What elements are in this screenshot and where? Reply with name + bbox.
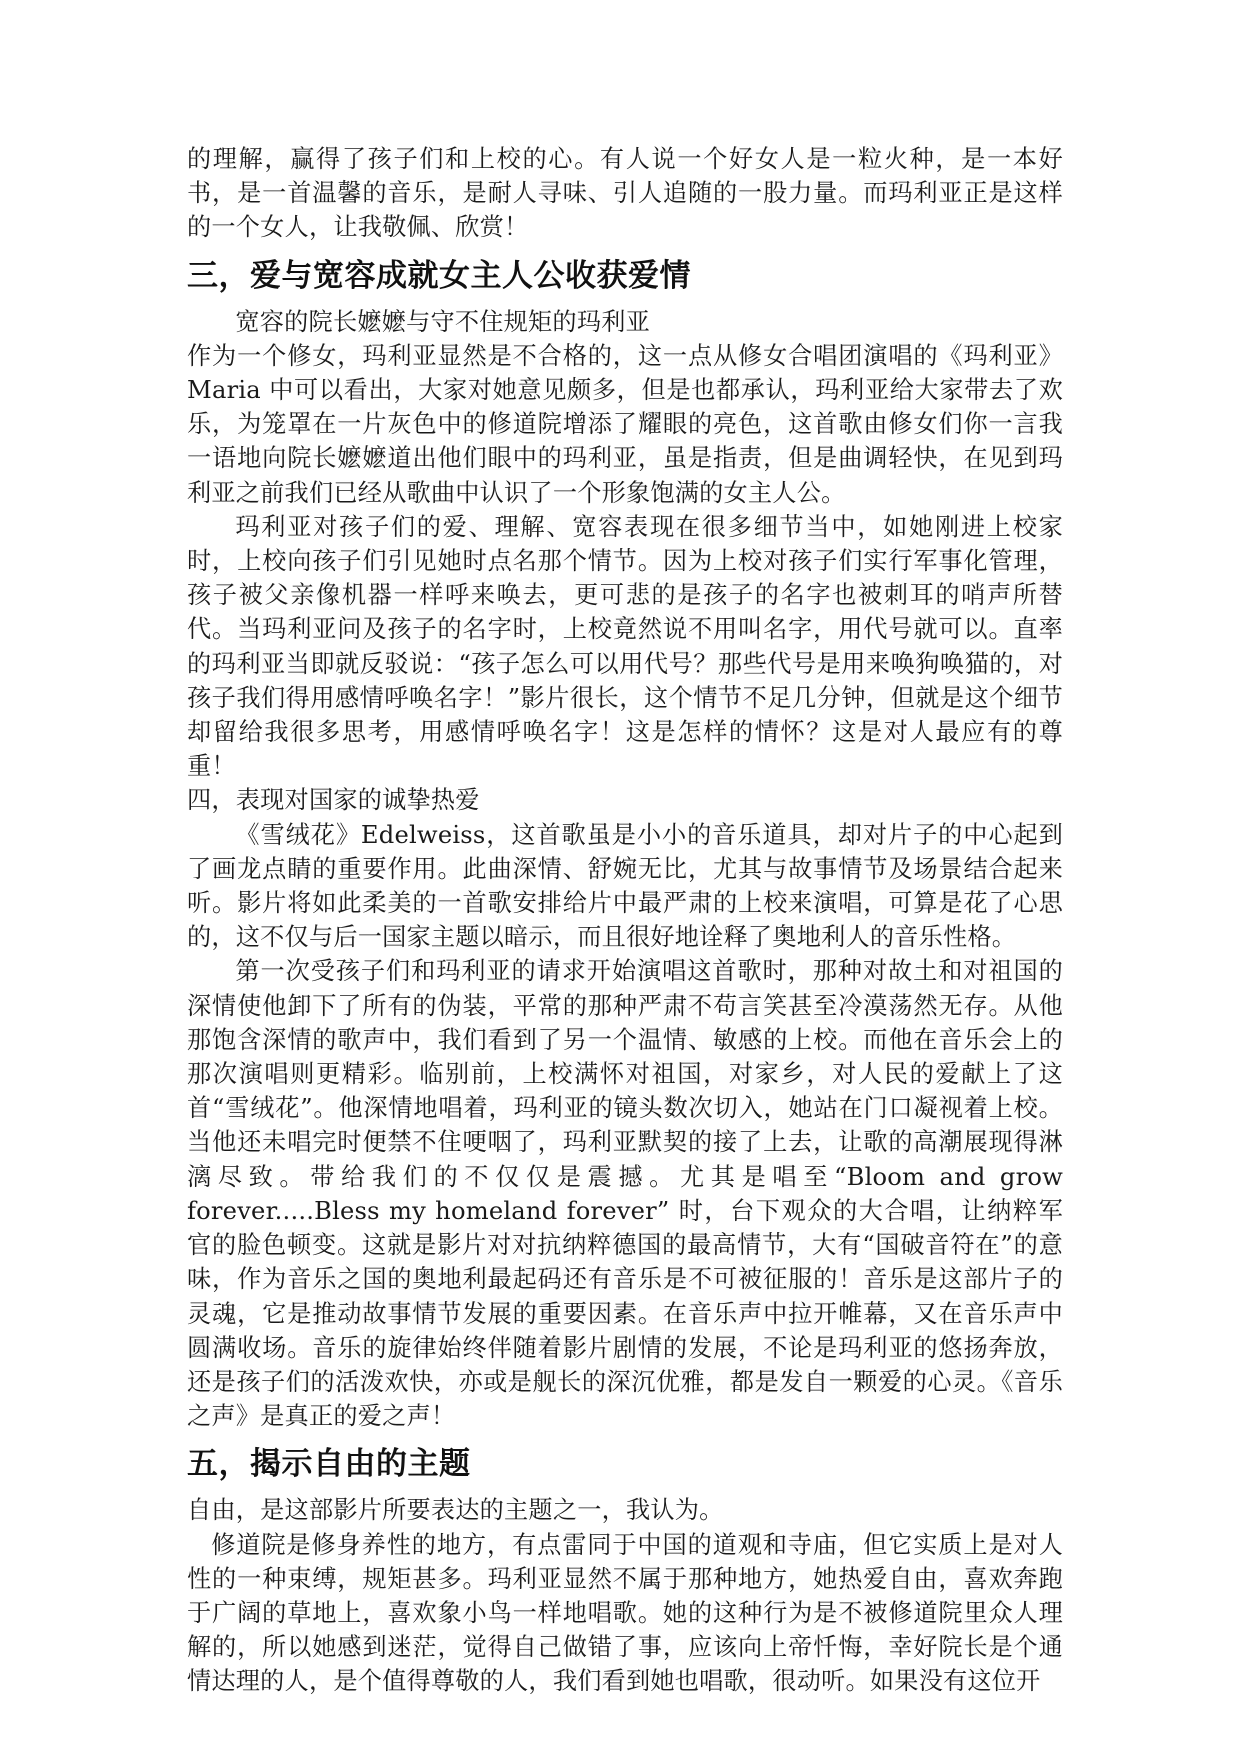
subheading-3: 宽容的院长嬷嬷与守不住规矩的玛利亚 — [235, 307, 650, 336]
intro-paragraph: 的理解，赢得了孩子们和上校的心。有人说一个好女人是一粒火种，是一本好书，是一首温馨的音乐，是耐人寻味、引人追随的一股力量。而玛利亚正是这样的一个女人，让我敬佩、欣赏！ — [187, 145, 1063, 242]
document-page — [187, 142, 1063, 1699]
paragraph-5a: 自由，是这部影片所要表达的主题之一，我认为。 — [187, 1496, 724, 1525]
paragraph-4a: 《雪绒花》Edelweiss，这首歌虽是小小的音乐道具，却对片子的中心起到了画龙点睛的重要作用。此曲深情、舒婉无比，尤其与故事情节及场景结合起来听。影片将如此柔美的一首歌安排给片中最严肃的上校来演唱，可算是花了心思的，这不仅与后一国家主题以暗示，而且很好地诠释了奥地利人的音乐性格。 — [187, 820, 1063, 952]
paragraph-3a: 作为一个修女，玛利亚显然是不合格的，这一点从修女合唱团演唱的《玛利亚》Maria 中可以看出，大家对她意见颇多，但是也都承认，玛利亚给大家带去了欢乐，为笼罩在一片灰色中的修道院增添了耀眼的亮色，这首歌由修女们你一言我一语地向院长嬷嬷道出他们眼中的玛利亚，虽是指责，但是曲调轻快，在见到玛利亚之前我们已经从歌曲中认识了一个形象饱满的女主人公。 — [187, 341, 1063, 507]
paragraph-5b: 修道院是修身养性的地方，有点雷同于中国的道观和寺庙，但它实质上是对人性的一种束缚，规矩甚多。玛利亚显然不属于那种地方，她热爱自由，喜欢奔跑于广阔的草地上，喜欢象小鸟一样地唱歌。她的这种行为是不被修道院里众人理解的，所以她感到迷茫，觉得自己做错了事，应该向上帝忏悔，幸好院长是个通情达理的人，是个值得尊敬的人，我们看到她也唱歌，很动听。如果没有这位开 — [187, 1530, 1063, 1696]
section-heading-5: 五，揭示自由的主题 — [187, 1446, 471, 1483]
paragraph-3b: 玛利亚对孩子们的爱、理解、宽容表现在很多细节当中，如她刚进上校家时，上校向孩子们引见她时点名那个情节。因为上校对孩子们实行军事化管理，孩子被父亲像机器一样呼来唤去，更可悲的是孩子的名字也被刺耳的哨声所替代。当玛利亚问及孩子的名字时，上校竟然说不用叫名字，用代号就可以。直率的玛利亚当即就反驳说：“孩子怎么可以用代号？那些代号是用来唤狗唤猫的，对孩子我们得用感情呼唤名字！”影片很长，这个情节不足几分钟，但就是这个细节却留给我很多思考，用感情呼唤名字！这是怎样的情怀？这是对人最应有的尊重！ — [187, 512, 1063, 781]
section-heading-3: 三，爱与宽容成就女主人公收获爱情 — [187, 257, 691, 294]
paragraph-4b: 第一次受孩子们和玛利亚的请求开始演唱这首歌时，那种对故土和对祖国的深情使他卸下了所有的伪装，平常的那种严肃不苟言笑甚至冷漠荡然无存。从他那饱含深情的歌声中，我们看到了另一个温情、敏感的上校。而他在音乐会上的那次演唱则更精彩。临别前，上校满怀对祖国，对家乡，对人民的爱献上了这首“雪绒花”。他深情地唱着，玛利亚的镜头数次切入，她站在门口凝视着上校。当他还未唱完时便禁不住哽咽了，玛利亚默契的接了上去，让歌的高潮展现得淋漓尽致。带给我们的不仅仅是震撼。尤其是唱至“Bloom and grow forever.....Bless my homeland forever” 时，台下观众的大合唱，让纳粹军官的脸色顿变。这就是影片对对抗纳粹德国的最高情节，大有“国破音符在”的意味，作为音乐之国的奥地利最起码还有音乐是不可被征服的！音乐是这部片子的灵魂，它是推动故事情节发展的重要因素。在音乐声中拉开帷幕，又在音乐声中圆满收场。音乐的旋律始终伴随着影片剧情的发展，不论是玛利亚的悠扬奔放，还是孩子们的活泼欢快，亦或是舰长的深沉优雅，都是发自一颗爱的心灵。《音乐之声》是真正的爱之声！ — [187, 957, 1063, 1431]
section-heading-4: 四，表现对国家的诚挚热爱 — [187, 786, 480, 815]
